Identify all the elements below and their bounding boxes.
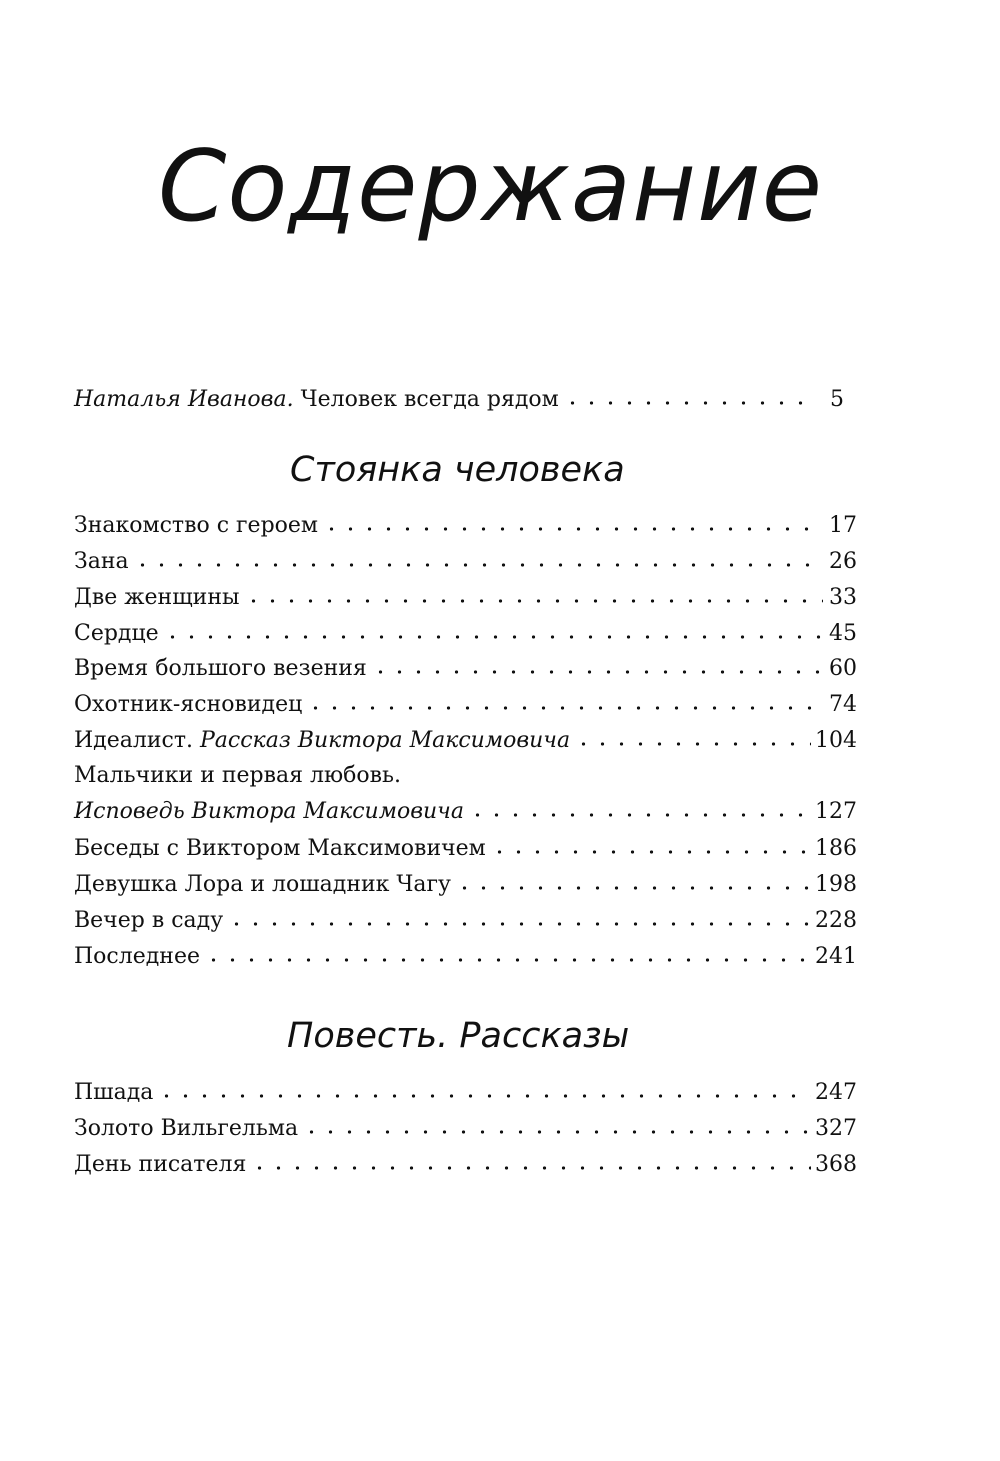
- toc-page-number: 368: [815, 1152, 857, 1177]
- section-heading-part2: Повесть. Рассказы: [287, 1016, 630, 1056]
- toc-page-number: 241: [815, 944, 857, 969]
- dot-leader: [244, 598, 824, 604]
- dot-leader: [163, 634, 823, 640]
- dot-leader: [204, 957, 811, 963]
- toc-page-number: 26: [829, 549, 857, 574]
- toc-entry-title: Девушка Лора и лошадник Чагу: [74, 872, 451, 897]
- toc-entry-title: Идеалист.: [74, 728, 193, 753]
- toc-entry[interactable]: [74, 833, 857, 865]
- dot-leader: [157, 1093, 811, 1099]
- toc-page-number: 33: [829, 585, 857, 610]
- toc-page-number: 198: [815, 872, 857, 897]
- toc-page-number: 5: [830, 387, 844, 412]
- toc-page-number: 45: [829, 621, 857, 646]
- toc-entry-title: Последнее: [74, 944, 200, 969]
- toc-entry[interactable]: [74, 869, 857, 901]
- toc-entry[interactable]: [74, 582, 857, 614]
- toc-entry[interactable]: [74, 1149, 857, 1181]
- toc-entry-title: Золото Вильгельма: [74, 1116, 299, 1141]
- toc-entry-title[interactable]: Мальчики и первая любовь.: [74, 763, 401, 788]
- dot-leader: [574, 741, 811, 747]
- toc-entry-title: Знакомство с героем: [74, 513, 319, 538]
- toc-entry[interactable]: [74, 905, 857, 937]
- dot-leader: [306, 705, 823, 711]
- toc-entry-title: Человек всегда рядом: [300, 387, 559, 412]
- dot-leader: [322, 526, 823, 532]
- toc-page-number: 60: [829, 656, 857, 681]
- dot-leader: [455, 885, 811, 891]
- toc-entry[interactable]: [74, 510, 857, 542]
- toc-entry[interactable]: [74, 1113, 857, 1145]
- toc-entry-title: Сердце: [74, 621, 159, 646]
- toc-page-number: 228: [815, 908, 857, 933]
- dot-leader: [371, 669, 823, 675]
- toc-entry-title: Время большого везения: [74, 656, 367, 681]
- toc-entry[interactable]: [74, 941, 857, 973]
- toc-entry-title: Зана: [74, 549, 129, 574]
- page-title: Содержание: [158, 130, 824, 244]
- toc-page-number: 127: [815, 799, 857, 824]
- toc-entry-title: Вечер в саду: [74, 908, 224, 933]
- toc-entry[interactable]: [74, 689, 857, 721]
- toc-entry-author: Наталья Иванова.: [74, 387, 294, 412]
- toc-entry-subtitle: Рассказ Виктора Максимовича: [200, 728, 571, 753]
- dot-leader: [302, 1129, 811, 1135]
- toc-page-number: 17: [829, 513, 857, 538]
- toc-entry[interactable]: [74, 796, 857, 828]
- toc-page-number: 327: [815, 1116, 857, 1141]
- toc-entry-title: Две женщины: [74, 585, 240, 610]
- toc-page-number: 74: [829, 692, 857, 717]
- dot-leader: [490, 849, 811, 855]
- toc-entry[interactable]: [74, 653, 857, 685]
- toc-entry-subtitle: Исповедь Виктора Максимовича: [74, 799, 464, 824]
- toc-entry-intro[interactable]: [74, 384, 844, 416]
- toc-entry[interactable]: [74, 1077, 857, 1109]
- dot-leader: [133, 562, 823, 568]
- toc-entry[interactable]: [74, 546, 857, 578]
- toc-entry-title: День писателя: [74, 1152, 247, 1177]
- toc-entry-title: Беседы с Виктором Максимовичем: [74, 836, 486, 861]
- dot-leader: [563, 400, 810, 406]
- dot-leader: [468, 812, 811, 818]
- toc-page-number: 186: [815, 836, 857, 861]
- toc-page-number: 104: [815, 728, 857, 753]
- toc-page-number: 247: [815, 1080, 857, 1105]
- toc-entry-title: Пшада: [74, 1080, 154, 1105]
- toc-entry-title: Охотник-ясновидец: [74, 692, 303, 717]
- toc-entry[interactable]: [74, 725, 857, 757]
- dot-leader: [250, 1165, 811, 1171]
- dot-leader: [227, 921, 811, 927]
- toc-entry[interactable]: [74, 618, 857, 650]
- section-heading-part1: Стоянка человека: [290, 450, 625, 490]
